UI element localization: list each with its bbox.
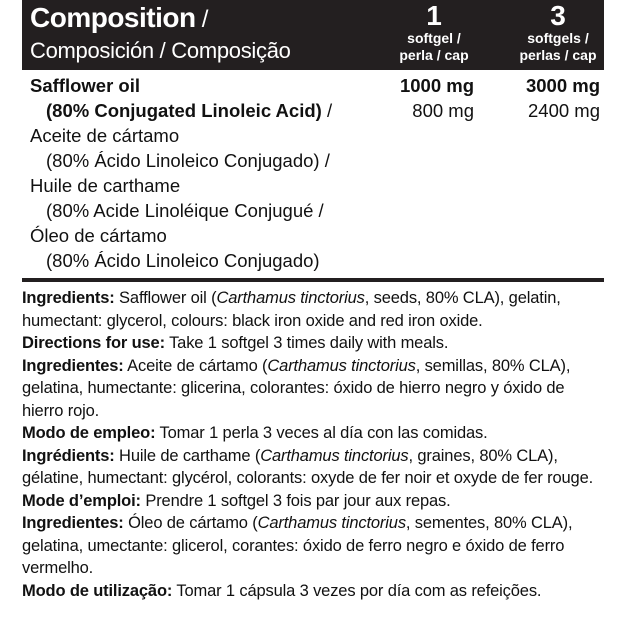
column-header-3-softgels: 3 softgels / perlas / cap (519, 0, 597, 63)
row-safflower-oil-value-3: 3000 mg (525, 75, 600, 96)
composition-line: Óleo de cártamo (30, 225, 167, 246)
composition-line: Aceite de cártamo (30, 125, 180, 146)
row-cla-value-3: 2400 mg (528, 100, 600, 121)
composition-header (22, 0, 604, 70)
directions-en: Directions for use: Take 1 softgel 3 times daily with meals. (22, 334, 449, 352)
ingredients-fr: Ingrédients: Huile de carthame (Carthamus tinctorius, graines, 80% CLA), gélatine, humectant: glycérol, colorants: oxyde de fer noir et oxyde de fer rouge. (22, 446, 594, 487)
row-safflower-oil-value-1: 1000 mg (399, 75, 474, 96)
supplement-label (22, 0, 604, 602)
header-title: Composition / (30, 2, 208, 33)
row-safflower-oil-name: Safflower oil (30, 75, 140, 96)
directions-fr: Mode d’emploi: Prendre 1 softgel 3 fois par jour aux repas. (22, 491, 451, 510)
ingredients-pt: Ingredientes: Óleo de cártamo (Carthamus tinctorius, sementes, 80% CLA), gelatina, umectante: glicerol, corantes: óxido de ferro negro e óxido de ferro vermelho. (22, 514, 573, 577)
composition-line: (80% Ácido Linoleico Conjugado) (46, 250, 320, 271)
ingredients-en: Ingredients: Safflower oil (Carthamus tinctorius, seeds, 80% CLA), gelatin, humectant: glycerol, colours: black iron oxide and red iron oxide. (22, 289, 561, 330)
composition-line: (80% Ácido Linoleico Conjugado) / (46, 150, 330, 171)
directions-es: Modo de empleo: Tomar 1 perla 3 veces al día con las comidas. (22, 424, 488, 442)
row-cla-name: (80% Conjugated Linoleic Acid) / (46, 100, 333, 121)
column-header-1-softgel: 1 softgel / perla / cap (399, 0, 469, 63)
composition-table (22, 70, 604, 282)
ingredients-section (22, 282, 604, 602)
composition-line: (80% Acide Linoléique Conjugué / (46, 200, 324, 221)
ingredients-es: Ingredientes: Aceite de cártamo (Carthamus tinctorius, semillas, 80% CLA), gelatina, humectante: glicerina, colorantes: óxido de hierro negro y óxido de hierro rojo. (22, 356, 571, 420)
header-subtitle: Composición / Composição (30, 38, 291, 63)
row-cla-value-1: 800 mg (412, 100, 474, 121)
directions-pt: Modo de utilização: Tomar 1 cápsula 3 vezes por día com as refeições. (22, 581, 542, 600)
composition-line: Huile de carthame (30, 175, 181, 196)
